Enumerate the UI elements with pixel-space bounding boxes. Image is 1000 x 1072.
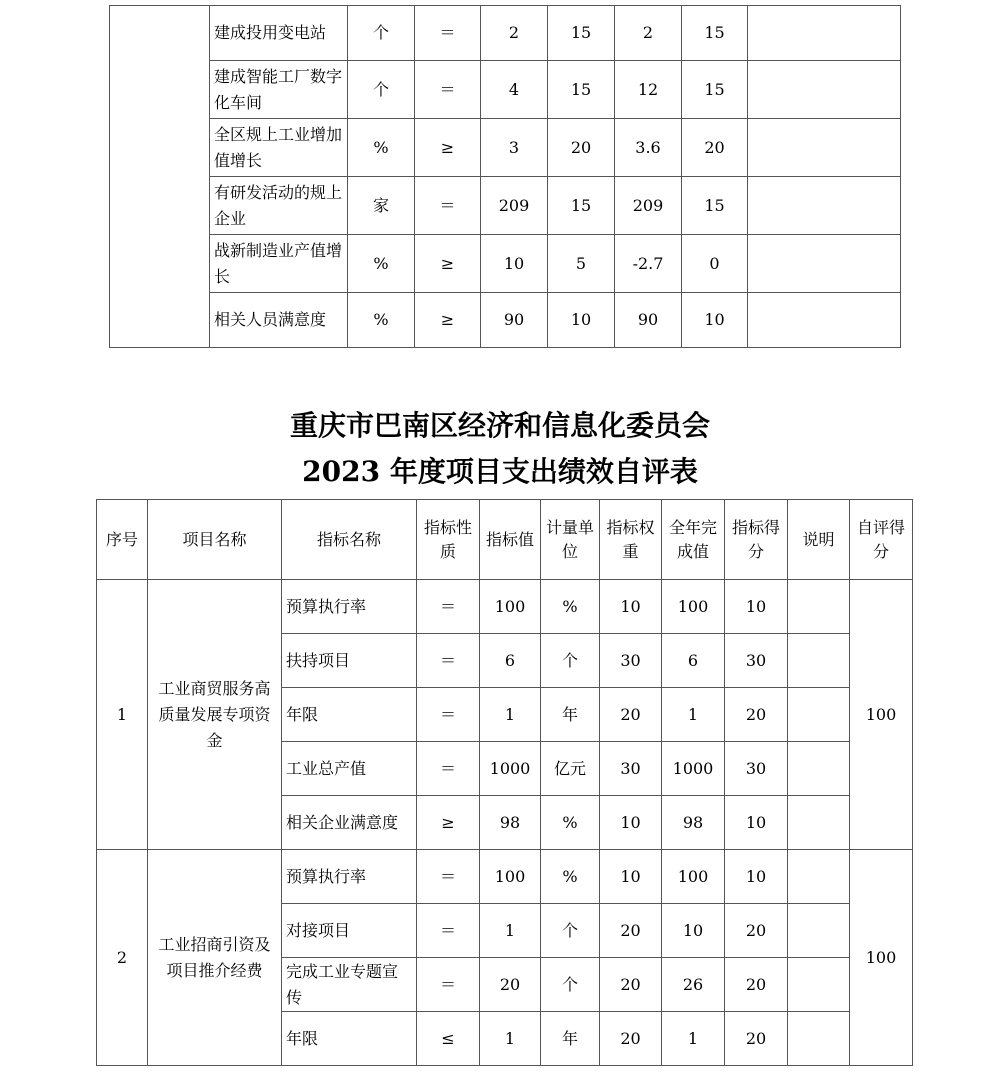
weight-cell: 5: [548, 235, 615, 293]
header-nature: 指标性质: [417, 500, 480, 580]
project-seq-cell: 2: [97, 850, 148, 1066]
note-cell: [748, 119, 901, 177]
weight-cell: 10: [600, 796, 662, 850]
unit-cell: %: [541, 796, 600, 850]
project-seq-cell: 1: [97, 580, 148, 850]
actual-cell: 10: [662, 904, 725, 958]
weight-cell: 20: [600, 688, 662, 742]
actual-cell: 100: [662, 580, 725, 634]
header-self-score: 自评得分: [850, 500, 913, 580]
actual-cell: 1: [662, 1012, 725, 1066]
nature-cell: ≥: [415, 293, 481, 348]
nature-cell: ≤: [417, 1012, 480, 1066]
score-cell: 0: [682, 235, 748, 293]
nature-cell: ＝: [417, 742, 480, 796]
weight-cell: 20: [600, 904, 662, 958]
target-cell: 209: [481, 177, 548, 235]
target-cell: 3: [481, 119, 548, 177]
score-cell: 20: [725, 688, 788, 742]
header-score: 指标得分: [725, 500, 788, 580]
unit-cell: 年: [541, 1012, 600, 1066]
indicator-name-cell: 全区规上工业增加值增长: [210, 119, 348, 177]
note-cell: [748, 61, 901, 119]
unit-cell: 家: [348, 177, 415, 235]
table-row: [97, 850, 913, 904]
header-seq: 序号: [97, 500, 148, 580]
unit-cell: 个: [541, 634, 600, 688]
score-cell: 30: [725, 634, 788, 688]
weight-cell: 20: [548, 119, 615, 177]
target-cell: 4: [481, 61, 548, 119]
value-cell: 100: [480, 580, 541, 634]
note-cell: [788, 850, 850, 904]
score-cell: 15: [682, 6, 748, 61]
indicator-name-cell: 预算执行率: [282, 580, 417, 634]
score-cell: 15: [682, 177, 748, 235]
indicator-name-cell: 年限: [282, 688, 417, 742]
document-subtitle: 2023 年度项目支出绩效自评表: [302, 455, 698, 488]
project-name-cell: 工业招商引资及项目推介经费: [148, 850, 282, 1066]
actual-cell: 100: [662, 850, 725, 904]
value-cell: 20: [480, 958, 541, 1012]
score-cell: 10: [725, 796, 788, 850]
nature-cell: ＝: [415, 177, 481, 235]
unit-cell: 个: [348, 61, 415, 119]
self-score-cell: 100: [850, 850, 913, 1066]
continued-indicator-table: [109, 5, 901, 348]
indicator-name-cell: 扶持项目: [282, 634, 417, 688]
header-weight: 指标权重: [600, 500, 662, 580]
indicator-name-cell: 工业总产值: [282, 742, 417, 796]
unit-cell: %: [541, 580, 600, 634]
indicator-name-cell: 相关人员满意度: [210, 293, 348, 348]
merged-category-cell: [110, 6, 210, 348]
weight-cell: 15: [548, 6, 615, 61]
note-cell: [788, 580, 850, 634]
score-cell: 20: [725, 958, 788, 1012]
table-row: [97, 580, 913, 634]
weight-cell: 15: [548, 177, 615, 235]
actual-cell: 1: [662, 688, 725, 742]
header-note: 说明: [788, 500, 850, 580]
actual-cell: 6: [662, 634, 725, 688]
table-row: [110, 61, 901, 119]
header-row: [97, 500, 913, 580]
indicator-name-cell: 对接项目: [282, 904, 417, 958]
score-cell: 20: [725, 904, 788, 958]
table-row: [110, 235, 901, 293]
note-cell: [788, 688, 850, 742]
nature-cell: ≥: [415, 235, 481, 293]
score-cell: 15: [682, 61, 748, 119]
nature-cell: ＝: [417, 904, 480, 958]
table-row: [110, 119, 901, 177]
actual-cell: -2.7: [615, 235, 682, 293]
project-name-cell: 工业商贸服务高质量发展专项资金: [148, 580, 282, 850]
note-cell: [788, 742, 850, 796]
actual-cell: 2: [615, 6, 682, 61]
header-project: 项目名称: [148, 500, 282, 580]
table-row: [110, 177, 901, 235]
weight-cell: 10: [600, 850, 662, 904]
note-cell: [788, 634, 850, 688]
self-score-cell: 100: [850, 580, 913, 850]
score-cell: 30: [725, 742, 788, 796]
actual-cell: 12: [615, 61, 682, 119]
actual-cell: 26: [662, 958, 725, 1012]
target-cell: 2: [481, 6, 548, 61]
score-cell: 10: [725, 580, 788, 634]
note-cell: [788, 958, 850, 1012]
indicator-name-cell: 相关企业满意度: [282, 796, 417, 850]
value-cell: 1: [480, 688, 541, 742]
unit-cell: 亿元: [541, 742, 600, 796]
header-actual: 全年完成值: [662, 500, 725, 580]
unit-cell: 个: [348, 6, 415, 61]
score-cell: 10: [725, 850, 788, 904]
weight-cell: 15: [548, 61, 615, 119]
nature-cell: ≥: [417, 796, 480, 850]
target-cell: 90: [481, 293, 548, 348]
nature-cell: ＝: [417, 634, 480, 688]
note-cell: [748, 235, 901, 293]
actual-cell: 3.6: [615, 119, 682, 177]
actual-cell: 1000: [662, 742, 725, 796]
weight-cell: 20: [600, 1012, 662, 1066]
note-cell: [748, 293, 901, 348]
indicator-name-cell: 预算执行率: [282, 850, 417, 904]
value-cell: 1: [480, 1012, 541, 1066]
table-row: [110, 293, 901, 348]
value-cell: 1: [480, 904, 541, 958]
nature-cell: ≥: [415, 119, 481, 177]
nature-cell: ＝: [417, 688, 480, 742]
nature-cell: ＝: [417, 580, 480, 634]
note-cell: [748, 177, 901, 235]
self-evaluation-table: [96, 499, 913, 1066]
note-cell: [788, 1012, 850, 1066]
weight-cell: 30: [600, 742, 662, 796]
unit-cell: %: [541, 850, 600, 904]
note-cell: [748, 6, 901, 61]
nature-cell: ＝: [417, 850, 480, 904]
value-cell: 100: [480, 850, 541, 904]
actual-cell: 98: [662, 796, 725, 850]
weight-cell: 10: [548, 293, 615, 348]
nature-cell: ＝: [415, 61, 481, 119]
unit-cell: 个: [541, 904, 600, 958]
indicator-name-cell: 建成投用变电站: [210, 6, 348, 61]
header-value: 指标值: [480, 500, 541, 580]
value-cell: 98: [480, 796, 541, 850]
score-cell: 10: [682, 293, 748, 348]
indicator-name-cell: 建成智能工厂数字化车间: [210, 61, 348, 119]
weight-cell: 30: [600, 634, 662, 688]
unit-cell: %: [348, 235, 415, 293]
value-cell: 1000: [480, 742, 541, 796]
score-cell: 20: [682, 119, 748, 177]
header-unit: 计量单位: [541, 500, 600, 580]
table-row: [110, 6, 901, 61]
indicator-name-cell: 战新制造业产值增长: [210, 235, 348, 293]
nature-cell: ＝: [417, 958, 480, 1012]
unit-cell: 个: [541, 958, 600, 1012]
weight-cell: 20: [600, 958, 662, 1012]
score-cell: 20: [725, 1012, 788, 1066]
unit-cell: 年: [541, 688, 600, 742]
actual-cell: 90: [615, 293, 682, 348]
nature-cell: ＝: [415, 6, 481, 61]
note-cell: [788, 904, 850, 958]
value-cell: 6: [480, 634, 541, 688]
target-cell: 10: [481, 235, 548, 293]
actual-cell: 209: [615, 177, 682, 235]
weight-cell: 10: [600, 580, 662, 634]
indicator-name-cell: 完成工业专题宣传: [282, 958, 417, 1012]
unit-cell: %: [348, 293, 415, 348]
indicator-name-cell: 有研发活动的规上企业: [210, 177, 348, 235]
note-cell: [788, 796, 850, 850]
header-indicator: 指标名称: [282, 500, 417, 580]
document-title: 重庆市巴南区经济和信息化委员会: [289, 409, 710, 442]
unit-cell: %: [348, 119, 415, 177]
indicator-name-cell: 年限: [282, 1012, 417, 1066]
